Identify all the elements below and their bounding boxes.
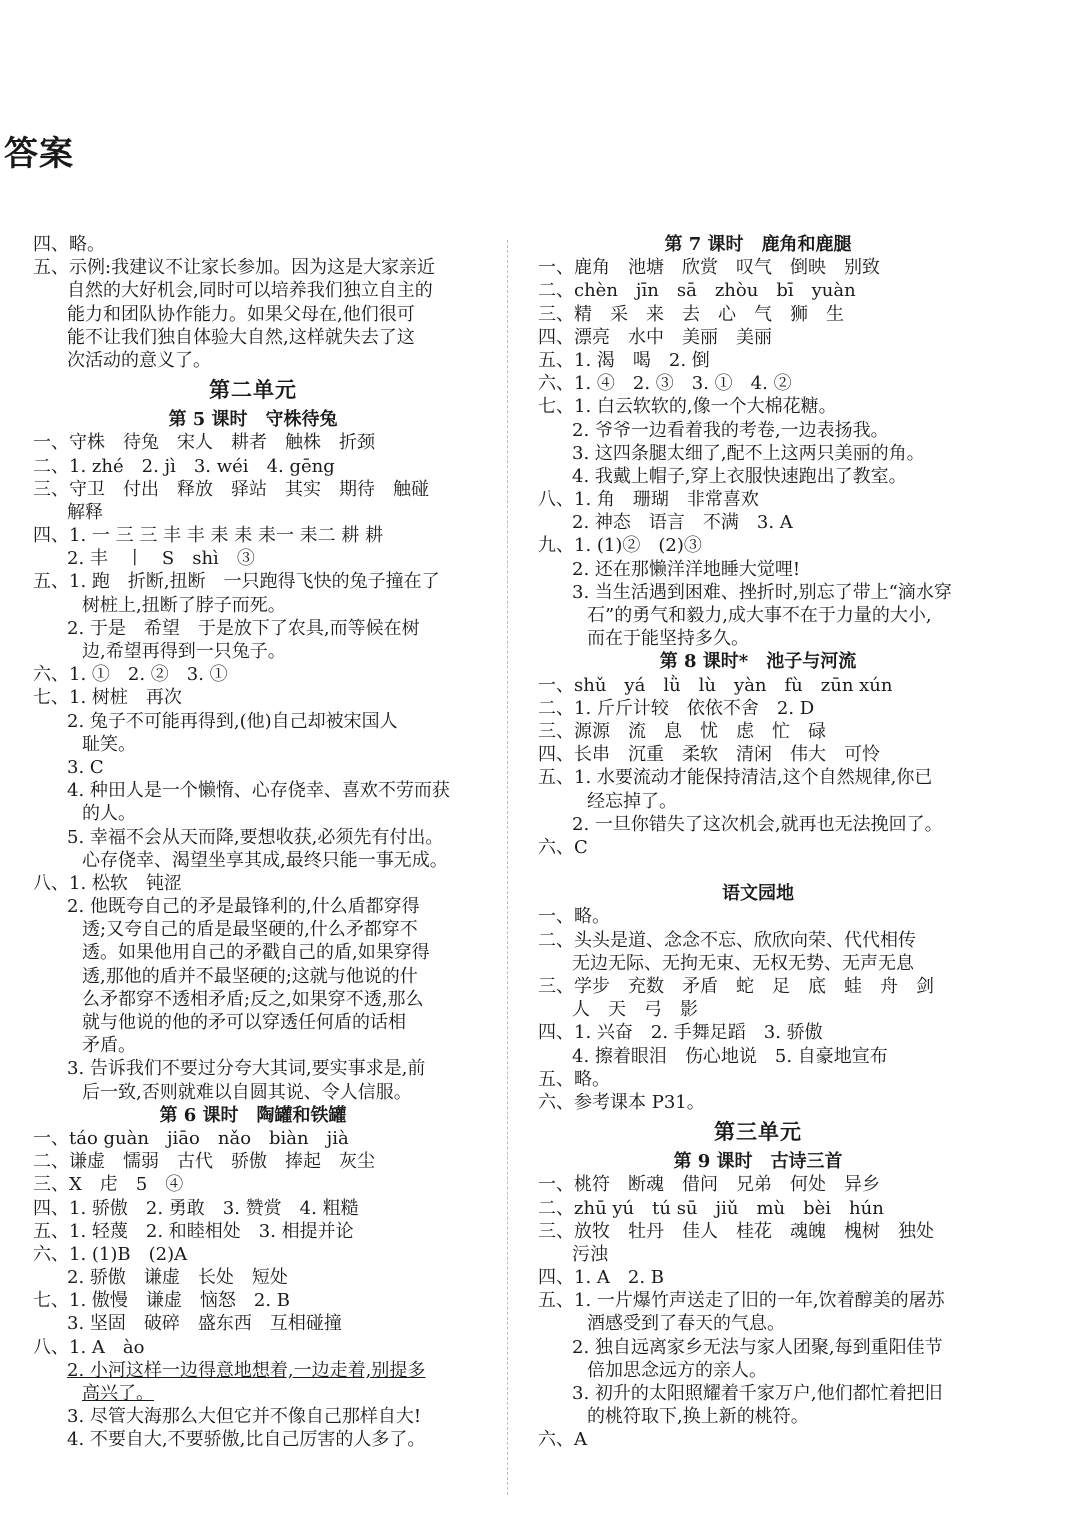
answer-line: 四、长串 沉重 柔软 清闲 伟大 可怜 — [538, 744, 880, 766]
answer-line: 后一致,否则就难以自圆其说、令人信服。 — [82, 1081, 412, 1103]
unit-heading: 第三单元 — [714, 1119, 802, 1145]
answer-line: 2. 兔子不可能再得到,(他)自己却被宋国人 — [67, 710, 398, 732]
answer-line: 五、1. 跑 折断,扭断 一只跑得飞快的兔子撞在了 — [33, 571, 440, 593]
answer-line: 四、1. 一 三 三 丰 丰 耒 耒 耒一 耒二 耕 耕 — [33, 525, 384, 547]
answer-line: 一、桃符 断魂 借问 兄弟 何处 异乡 — [538, 1174, 880, 1196]
answer-line: 透,那他的盾并不最坚硬的;这就与他说的什 — [82, 965, 418, 987]
answer-line: 无边无际、无拘无束、无权无势、无声无息 — [572, 952, 914, 974]
answer-line: 树桩上,扭断了脖子而死。 — [82, 594, 286, 616]
lesson-heading: 第 9 课时 古诗三首 — [673, 1151, 843, 1173]
answer-line: 4. 不要自大,不要骄傲,比自己厉害的人多了。 — [67, 1429, 426, 1451]
answer-line: 四、1. 兴奋 2. 手舞足蹈 3. 骄傲 — [538, 1022, 823, 1044]
unit-heading: 第二单元 — [209, 377, 297, 403]
answer-line: 八、1. 角 珊瑚 非常喜欢 — [538, 489, 759, 511]
answer-line: 能不让我们独自体验大自然,这样就失去了这 — [67, 326, 415, 348]
answer-line: 高兴了。 — [82, 1383, 154, 1404]
answer-line: 五、1. 水要流动才能保持清洁,这个自然规律,你已 — [538, 767, 933, 789]
answer-line: 一、shǔ yá lǜ lù yàn fù zūn xún — [538, 674, 893, 696]
answer-line: 3. 初升的太阳照耀着千家万户,他们都忙着把旧 — [572, 1383, 943, 1404]
answer-line: 而在于能坚持多久。 — [587, 628, 749, 650]
answer-line: 五、示例:我建议不让家长参加。因为这是大家亲近 — [33, 257, 436, 279]
answer-line: 3. 这四条腿太细了,配不上这两只美丽的角。 — [572, 442, 925, 464]
answer-line: 解释 — [67, 501, 103, 523]
answer-line: 就与他说的他的矛可以穿透任何盾的话相 — [82, 1012, 406, 1033]
answer-line: 经忘掉了。 — [587, 790, 677, 812]
answer-line: 五、1. 轻蔑 2. 和睦相处 3. 相提并论 — [33, 1220, 354, 1242]
answer-line: 四、1. 骄傲 2. 勇敢 3. 赞赏 4. 粗糙 — [33, 1197, 359, 1219]
lesson-heading: 第 7 课时 鹿角和鹿腿 — [664, 234, 852, 255]
answer-line: 2. 丰 丨 S shì ③ — [67, 548, 255, 570]
answer-line: 八、1. A ào — [33, 1336, 145, 1358]
answer-line: 么矛都穿不透相矛盾;反之,如果穿不透,那么 — [82, 988, 424, 1010]
answer-line: 三、源源 流 息 忧 虑 忙 碌 — [538, 720, 826, 742]
answer-line: 五、略。 — [538, 1068, 610, 1090]
answer-line: 次活动的意义了。 — [67, 349, 211, 371]
answer-line: 一、táo guàn jiāo nǎo biàn jià — [33, 1127, 349, 1149]
answer-line: 一、鹿角 池塘 欣赏 叹气 倒映 别致 — [538, 257, 880, 279]
answer-line: 二、1. zhé 2. jì 3. wéi 4. gēng — [33, 455, 335, 477]
answer-line: 4. 种田人是一个懒惰、心存侥幸、喜欢不劳而获 — [67, 780, 450, 802]
answer-line: 二、zhū yú tú sū jiǔ mù bèi hún — [538, 1197, 884, 1219]
answer-line: 五、1. 一片爆竹声送走了旧的一年,饮着醇美的屠苏 — [538, 1290, 945, 1312]
answer-line: 2. 独自远离家乡无法与家人团聚,每到重阳佳节 — [572, 1336, 943, 1358]
lesson-heading: 第 5 课时 守株待兔 — [168, 409, 338, 431]
answer-line: 3. 尽管大海那么大但它并不像自己那样自大! — [67, 1406, 422, 1428]
answer-line: 倍加思念远方的亲人。 — [587, 1359, 767, 1381]
answer-line: 二、1. 斤斤计较 依依不舍 2. D — [538, 697, 815, 719]
answer-column-right — [538, 233, 978, 1452]
answer-line: 三、学步 充数 矛盾 蛇 足 底 蛙 舟 剑 — [538, 976, 934, 997]
answer-line: 自然的大好机会,同时可以培养我们独立自主的 — [67, 280, 433, 302]
answer-line: 九、1. (1)② (2)③ — [538, 535, 702, 557]
answer-line: 2. 爷爷一边看着我的考卷,一边表扬我。 — [572, 419, 889, 441]
answer-line: 2. 他既夸自己的矛是最锋利的,什么盾都穿得 — [67, 896, 420, 918]
answer-line: 三、精 采 来 去 心 气 狮 生 — [538, 303, 844, 325]
answer-line: 3. 当生活遇到困难、挫折时,别忘了带上“滴水穿 — [572, 581, 952, 603]
answer-line: 六、A — [538, 1429, 587, 1451]
answer-column-left — [33, 233, 473, 1452]
answer-line: 二、chèn jīn sā zhòu bī yuàn — [538, 280, 856, 302]
answer-line: 3. C — [67, 756, 104, 778]
answer-line: 2. 神态 语言 不满 3. A — [572, 512, 793, 534]
answer-line: 七、1. 傲慢 谦虚 恼怒 2. B — [33, 1290, 291, 1312]
answer-line: 酒感受到了春天的气息。 — [587, 1313, 785, 1335]
answer-line: 人 天 弓 影 — [572, 999, 698, 1021]
answer-line: 能力和团队协作能力。如果父母在,他们很可 — [67, 303, 415, 325]
column-divider — [507, 240, 508, 1495]
answer-line: 心存侥幸、渴望坐享其成,最终只能一事无成。 — [82, 849, 448, 871]
answer-line: 耻笑。 — [82, 733, 136, 755]
answer-line: 石”的勇气和毅力,成大事不在于力量的大小, — [587, 605, 932, 626]
answer-line: 三、守卫 付出 释放 驿站 其实 期待 触碰 — [33, 478, 429, 500]
page-title: 答案 — [4, 134, 74, 174]
answer-line: 污浊 — [572, 1243, 608, 1265]
answer-line: 透。如果他用自己的矛戳自己的盾,如果穿得 — [82, 942, 430, 964]
answer-line: 五、1. 渴 喝 2. 倒 — [538, 349, 710, 371]
answer-line: 六、1. ① 2. ② 3. ① — [33, 664, 228, 686]
answer-line: 2. 一旦你错失了这次机会,就再也无法挽回了。 — [572, 813, 943, 835]
answer-line: 5. 幸福不会从天而降,要想收获,必须先有付出。 — [67, 826, 444, 848]
lesson-heading: 语文园地 — [722, 883, 794, 905]
answer-line — [538, 859, 978, 882]
answer-line: 四、漂亮 水中 美丽 美丽 — [538, 326, 772, 348]
lesson-heading: 第 8 课时* 池子与河流 — [659, 651, 857, 673]
answer-line: 六、1. ④ 2. ③ 3. ① 4. ② — [538, 373, 792, 395]
answer-line: 三、放牧 牡丹 佳人 桂花 魂魄 槐树 独处 — [538, 1220, 934, 1242]
answer-line: 的人。 — [82, 803, 136, 825]
answer-line: 3. 坚固 破碎 盛东西 互相碰撞 — [67, 1313, 342, 1335]
answer-line: 透;又夸自己的盾是最坚硬的,什么矛都穿不 — [82, 919, 418, 941]
answer-line: 八、1. 松软 钝涩 — [33, 872, 182, 894]
answer-line: 2. 还在那懒洋洋地睡大觉哩! — [572, 558, 801, 580]
answer-line: 六、C — [538, 836, 588, 858]
answer-line: 边,希望再得到一只兔子。 — [82, 641, 286, 662]
answer-line: 的桃符取下,换上新的桃符。 — [587, 1406, 809, 1428]
answer-line: 3. 告诉我们不要过分夸大其词,要实事求是,前 — [67, 1058, 426, 1080]
answer-line: 三、X 虍 5 ④ — [33, 1174, 184, 1196]
answer-line: 二、头头是道、念念不忘、欣欣向荣、代代相传 — [538, 929, 916, 951]
answer-line: 2. 骄傲 谦虚 长处 短处 — [67, 1267, 288, 1289]
lesson-heading: 第 6 课时 陶罐和铁罐 — [159, 1104, 347, 1126]
answer-line: 四、1. A 2. B — [538, 1267, 665, 1289]
answer-line: 4. 擦着眼泪 伤心地说 5. 自豪地宣布 — [572, 1045, 888, 1067]
answer-line: 六、1. (1)B (2)A — [33, 1243, 188, 1265]
answer-line: 四、略。 — [33, 234, 105, 255]
answer-line: 六、参考课本 P31。 — [538, 1091, 705, 1113]
answer-line: 七、1. 树桩 再次 — [33, 687, 182, 709]
answer-line: 2. 于是 希望 于是放下了农具,而等候在树 — [67, 617, 420, 639]
answer-line: 2. 小河这样一边得意地想着,一边走着,别提多 — [67, 1359, 426, 1381]
answer-line: 4. 我戴上帽子,穿上衣服快速跑出了教室。 — [572, 465, 907, 487]
answer-line: 二、谦虚 懦弱 古代 骄傲 捧起 灰尘 — [33, 1151, 375, 1173]
answer-line: 一、略。 — [538, 906, 610, 928]
answer-line: 矛盾。 — [82, 1035, 136, 1057]
answer-line: 七、1. 白云软软的,像一个大棉花糖。 — [538, 396, 837, 418]
answer-line: 一、守株 待兔 宋人 耕者 触株 折颈 — [33, 432, 375, 454]
